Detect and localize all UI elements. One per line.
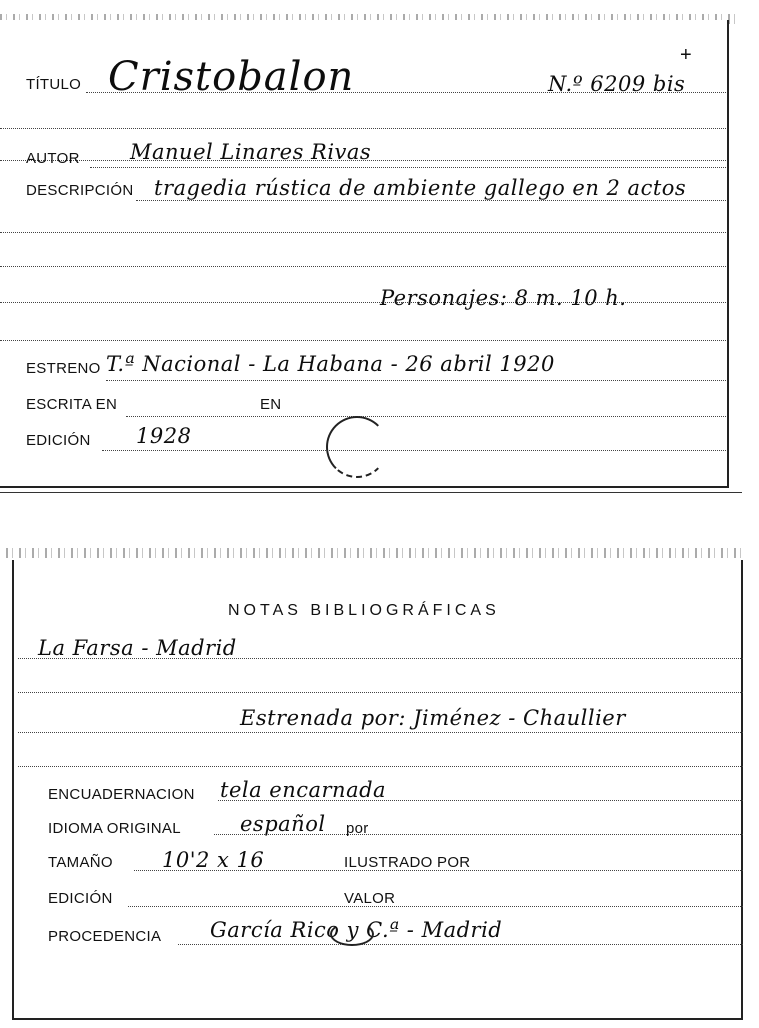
encuadernacion-value: tela encarnada	[220, 778, 387, 802]
rule	[0, 340, 726, 341]
valor-label: VALOR	[344, 890, 396, 907]
rule	[18, 732, 743, 733]
rule	[18, 766, 743, 767]
en-label: EN	[260, 396, 282, 413]
descripcion-value: tragedia rústica de ambiente gallego en 2 actos	[154, 176, 687, 200]
nota-line-2: Estrenada por: Jiménez - Chaullier	[240, 706, 626, 730]
scan-speckle-bottom	[6, 548, 742, 558]
scan-separator	[0, 492, 742, 493]
procedencia-label: PROCEDENCIA	[48, 928, 162, 945]
catalog-card-title	[0, 20, 729, 488]
tamano-label: TAMAÑO	[48, 854, 113, 871]
ilustrado-label: ILUSTRADO POR	[344, 854, 471, 871]
rule	[106, 380, 726, 381]
tamano-value: 10'2 x 16	[162, 848, 265, 872]
edicion-label: EDICIÓN	[26, 432, 91, 449]
descripcion-label: DESCRIPCIÓN	[26, 182, 134, 199]
rule	[0, 128, 726, 129]
rule	[90, 167, 726, 168]
catalog-card-notes	[12, 560, 743, 1020]
personajes-note: Personajes: 8 m. 10 h.	[380, 286, 627, 310]
idioma-label: IDIOMA ORIGINAL	[48, 820, 181, 837]
autor-value: Manuel Linares Rivas	[130, 140, 372, 164]
edicion-value: 1928	[136, 424, 192, 448]
notas-heading: NOTAS BIBLIOGRÁFICAS	[228, 602, 500, 619]
corner-mark: +	[680, 44, 692, 66]
estreno-label: ESTRENO	[26, 360, 101, 377]
titulo-label: TÍTULO	[26, 76, 82, 93]
autor-label: AUTOR	[26, 150, 80, 167]
stamp-mark	[326, 416, 388, 478]
titulo-value: Cristobalon	[108, 54, 355, 100]
idioma-value: español	[240, 812, 326, 836]
rule	[136, 200, 726, 201]
rule	[0, 232, 726, 233]
procedencia-value: García Rico y C.ª - Madrid	[210, 918, 503, 942]
stamp-fragment	[330, 922, 374, 946]
rule	[102, 450, 726, 451]
escrita-label: ESCRITA EN	[26, 396, 118, 413]
rule	[18, 692, 743, 693]
edicion-label-notes: EDICIÓN	[48, 890, 113, 907]
por-label: por	[346, 820, 369, 837]
rule	[126, 416, 726, 417]
encuadernacion-label: ENCUADERNACION	[48, 786, 195, 803]
nota-line-1: La Farsa - Madrid	[38, 636, 237, 660]
estreno-value: T.ª Nacional - La Habana - 26 abril 1920	[106, 352, 555, 376]
rule	[178, 944, 743, 945]
rule	[0, 266, 726, 267]
rule	[128, 906, 743, 907]
catalog-number: N.º 6209 bis	[548, 72, 686, 96]
